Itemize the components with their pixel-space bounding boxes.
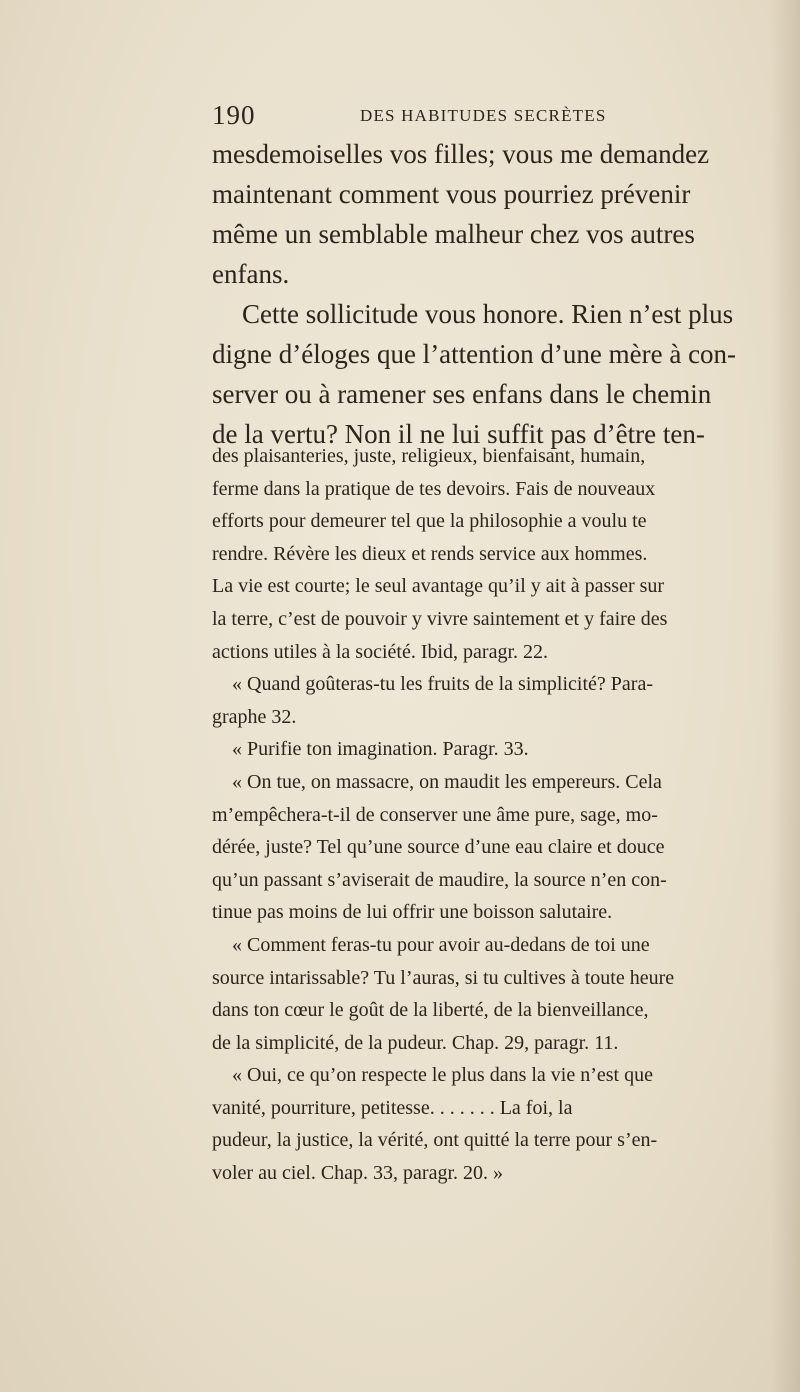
- footnote-line: graphe 32.: [212, 705, 297, 728]
- text-line: mesdemoiselles vos filles; vous me demandez: [212, 139, 710, 169]
- running-title: DES HABITUDES SECRÈTES: [360, 106, 607, 125]
- text-line: de la vertu? Non il ne lui suffit pas d’être ten-: [212, 419, 705, 449]
- footnote-line: dans ton cœur le goût de la liberté, de la bienveillance,: [212, 999, 649, 1022]
- footnote-line: de la simplicité, de la pudeur. Chap. 29, paragr. 11.: [212, 1031, 619, 1054]
- footnote-line: « Comment feras-tu pour avoir au-dedans de toi une: [232, 933, 650, 956]
- footnote-line: efforts pour demeurer tel que la philosophie a voulu te: [212, 510, 647, 533]
- text-line: même un semblable malheur chez vos autres: [212, 219, 695, 249]
- footnote-line: la terre, c’est de pouvoir y vivre saintement et y faire des: [212, 607, 668, 630]
- footnote-line: m’empêchera-t-il de conserver une âme pure, sage, mo-: [212, 803, 658, 826]
- page-edge-shadow: [770, 0, 800, 1392]
- text-line: maintenant comment vous pourriez prévenir: [212, 179, 691, 209]
- footnote: [212, 440, 768, 1190]
- footnote-line: dérée, juste? Tel qu’une source d’une eau claire et douce: [212, 836, 665, 859]
- text-line: Cette sollicitude vous honore. Rien n’est plus: [242, 299, 734, 329]
- page-number: 190: [212, 100, 256, 130]
- footnote-line: « Quand goûteras-tu les fruits de la simplicité? Para-: [232, 673, 653, 696]
- page-header: [212, 100, 772, 132]
- footnote-line: voler au ciel. Chap. 33, paragr. 20. »: [212, 1162, 504, 1185]
- footnote-line: ferme dans la pratique de tes devoirs. Fais de nouveaux: [212, 477, 656, 500]
- footnote-line: pudeur, la justice, la vérité, ont quitté la terre pour s’en-: [212, 1129, 658, 1152]
- footnote-line: actions utiles à la société. Ibid, paragr. 22.: [212, 640, 549, 663]
- footnote-line: « Purifie ton imagination. Paragr. 33.: [232, 738, 529, 761]
- footnote-line: La vie est courte; le seul avantage qu’il y ait à passer sur: [212, 575, 665, 598]
- text-line: server ou à ramener ses enfans dans le chemin: [212, 379, 712, 409]
- footnote-line: des plaisanteries, juste, religieux, bienfaisant, humain,: [212, 445, 646, 467]
- footnote-line: qu’un passant s’aviserait de maudire, la source n’en con-: [212, 868, 667, 891]
- footnote-line: source intarissable? Tu l’auras, si tu cultives à toute heure: [212, 966, 675, 989]
- main-text: [212, 134, 768, 454]
- text-line: enfans.: [212, 259, 290, 289]
- text-line: digne d’éloges que l’attention d’une mère à con-: [212, 339, 737, 369]
- footnote-line: « On tue, on massacre, on maudit les empereurs. Cela: [232, 770, 662, 793]
- footnote-line: vanité, pourriture, petitesse. . . . . . . La foi, la: [212, 1096, 573, 1119]
- footnote-line: tinue pas moins de lui offrir une boisson salutaire.: [212, 901, 613, 924]
- footnote-line: « Oui, ce qu’on respecte le plus dans la vie n’est que: [232, 1064, 653, 1087]
- footnote-line: rendre. Révère les dieux et rends service aux hommes.: [212, 542, 648, 565]
